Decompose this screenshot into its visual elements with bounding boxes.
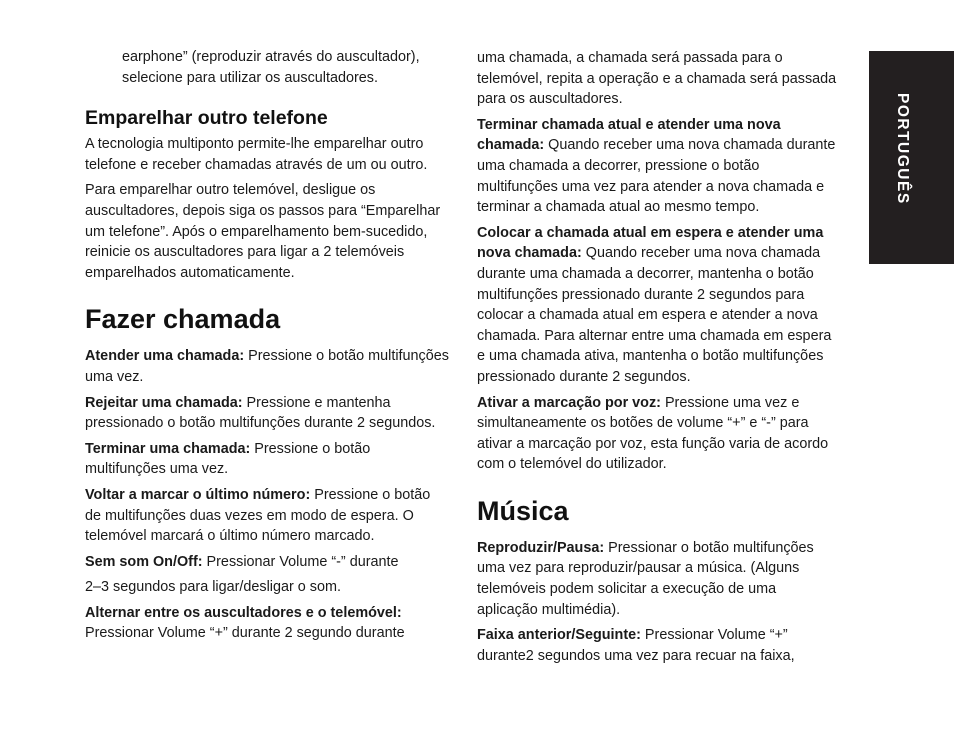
- reject-call-item: [85, 393, 450, 434]
- end-call-text: Pressione o botão multifunções uma vez.: [85, 440, 371, 478]
- heading-make-call: Fazer chamada: [85, 304, 281, 335]
- mute-text: Pressionar Volume “-” durante: [202, 553, 399, 570]
- play-pause-item: [477, 538, 839, 620]
- end-and-answer-item: [477, 115, 839, 218]
- end-call-label: Terminar uma chamada:: [85, 440, 251, 457]
- continued-paragraph: earphone” (reproduzir através do auscultador), selecione para utilizar os auscultadores.: [122, 49, 420, 86]
- end-and-answer-text: Quando receber uma nova chamada durante uma chamada a decorrer, pressione o botão multifunções uma vez para atender a nova chamada e terminar a chamada atual ao mesmo tempo.: [477, 137, 836, 216]
- voice-dial-item: [477, 393, 839, 475]
- switch-audio-item: [85, 603, 450, 644]
- redial-text: Pressione o botão de multifunções duas vezes em modo de espera. O telemóvel marcará o último número marcado.: [85, 486, 431, 545]
- language-tab-label: PORTUGUÊS: [894, 93, 911, 205]
- voice-dial-label: Ativar a marcação por voz:: [477, 394, 661, 411]
- left-column: [85, 47, 450, 649]
- track-item: [477, 625, 839, 666]
- pair-paragraph-1: A tecnologia multiponto permite-lhe emparelhar outro telefone e receber chamadas através de um ou outro.: [85, 136, 428, 173]
- play-pause-text: Pressionar o botão multifunções uma vez para reproduzir/pausar a música. (Alguns telemóveis podem solicitar a execução de uma aplicação multimédia).: [477, 539, 814, 618]
- redial-item: [85, 485, 450, 547]
- hold-and-answer-item: [477, 223, 839, 388]
- continued-paragraph-right: uma chamada, a chamada será passada para o telemóvel, repita a operação e a chamada será passada para os auscultadores.: [477, 50, 837, 108]
- end-call-item: [85, 439, 450, 480]
- pair-paragraph-2: Para emparelhar outro telemóvel, desligue os auscultadores, depois siga os passos para “Emparelhar um telefone”. Após o emparelhamento bem-sucedido, reinicie os auscultadores para ligar a 2 telemóveis emparelhados automaticamente.: [85, 182, 441, 281]
- redial-label: Voltar a marcar o último número:: [85, 486, 311, 503]
- mute-item: [85, 552, 450, 573]
- voice-dial-text: Pressione uma vez e simultaneamente os botões de volume “+” e “-” para ativar a marcação por voz, esta função varia de acordo com o telemóvel do utilizador.: [477, 394, 829, 473]
- reject-call-label: Rejeitar uma chamada:: [85, 394, 243, 411]
- answer-call-text: Pressione o botão multifunções uma vez.: [85, 348, 449, 385]
- hold-and-answer-text: Quando receber uma nova chamada durante uma chamada a decorrer, mantenha o botão multifunções pressionado durante 2 segundos para colocar a chamada atual em espera e atender a nova chamada. Para alternar entre uma chamada em espera e uma chamada ativa, mantenha o botão multifunções pressionado durante 2 segundos.: [477, 245, 832, 385]
- switch-audio-text: Pressionar Volume “+” durante 2 segundo durante: [85, 625, 405, 642]
- hold-and-answer-label: Colocar a chamada atual em espera e atender uma nova chamada:: [477, 224, 824, 262]
- right-column: [477, 48, 839, 671]
- heading-pair-another-phone: Emparelhar outro telefone: [85, 107, 328, 130]
- switch-audio-label: Alternar entre os auscultadores e o telemóvel:: [85, 604, 402, 621]
- play-pause-label: Reproduzir/Pausa:: [477, 539, 605, 556]
- reject-call-text: Pressione e mantenha pressionado o botão multifunções durante 2 segundos.: [85, 394, 436, 432]
- mute-label: Sem som On/Off:: [85, 553, 203, 570]
- end-and-answer-label: Terminar chamada atual e atender uma nova chamada:: [477, 116, 781, 154]
- heading-music: Música: [477, 495, 569, 526]
- language-side-tab: [869, 51, 954, 264]
- mute-item-continued: 2–3 segundos para ligar/desligar o som.: [85, 579, 341, 596]
- answer-call-item: [85, 346, 450, 387]
- answer-call-label: Atender uma chamada:: [85, 348, 245, 365]
- track-label: Faixa anterior/Seguinte:: [477, 627, 641, 644]
- track-text: Pressionar Volume “+” durante2 segundos uma vez para recuar na faixa,: [477, 627, 795, 664]
